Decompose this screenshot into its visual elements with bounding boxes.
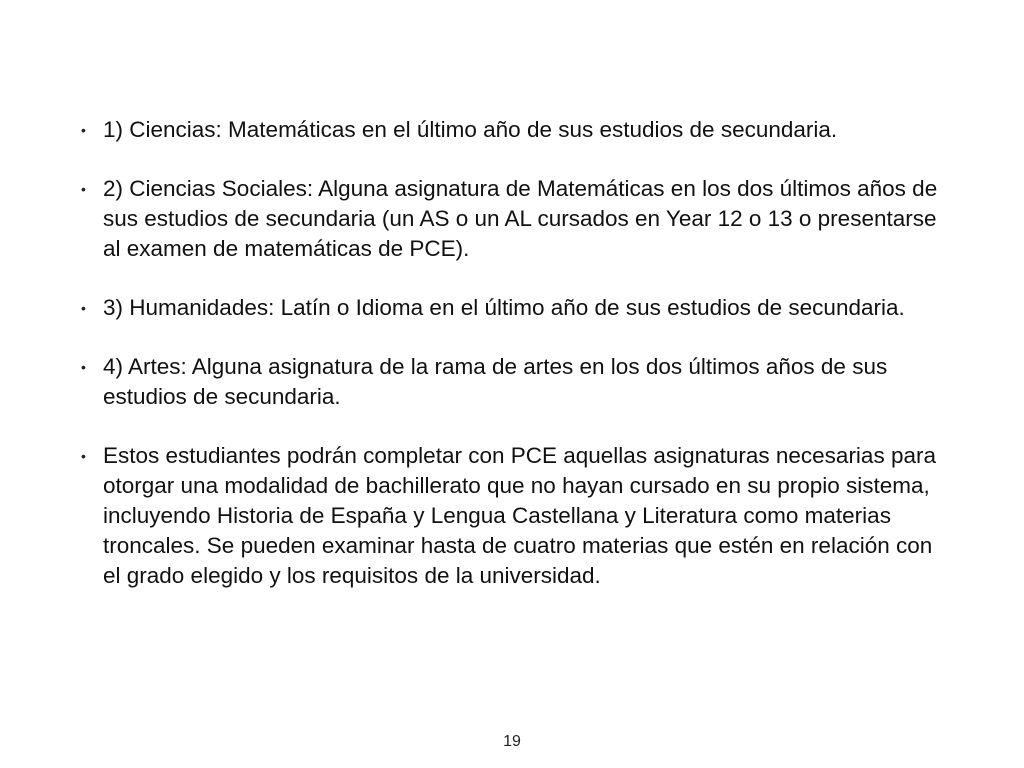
bullet-dot-icon: • (81, 359, 86, 375)
bullet-list (76, 115, 956, 620)
bullet-text: 1) Ciencias: Matemáticas en el último año de sus estudios de secundaria. (103, 117, 838, 142)
bullet-text: Estos estudiantes podrán completar con PCE aquellas asignaturas necesarias para otorgar una modalidad de bachillerato que no hayan cursado en su propio sistema, incluyendo Historia de España y Lengua Castellana y Literatura como materias troncales. Se pueden examinar hasta de cuatro materias que estén en relación con el grado elegido y los requisitos de la universidad. (103, 443, 936, 588)
bullet-dot-icon: • (81, 122, 86, 138)
bullet-item-ciencias (76, 115, 956, 145)
bullet-item-humanidades (76, 293, 956, 323)
bullet-text: 2) Ciencias Sociales: Alguna asignatura de Matemáticas en los dos últimos años de sus estudios de secundaria (un AS o un AL cursados en Year 12 o 13 o presentarse al examen de matemáticas de PCE). (103, 176, 938, 261)
bullet-dot-icon: • (81, 448, 86, 464)
bullet-text: 4) Artes: Alguna asignatura de la rama de artes en los dos últimos años de sus estudios de secundaria. (103, 354, 888, 409)
bullet-item-estudiantes-pce (76, 441, 956, 591)
bullet-dot-icon: • (81, 300, 86, 316)
bullet-text: 3) Humanidades: Latín o Idioma en el último año de sus estudios de secundaria. (103, 295, 905, 320)
bullet-item-artes (76, 352, 956, 412)
bullet-item-ciencias-sociales (76, 174, 956, 264)
page-number: 19 (503, 733, 521, 750)
bullet-dot-icon: • (81, 181, 86, 197)
